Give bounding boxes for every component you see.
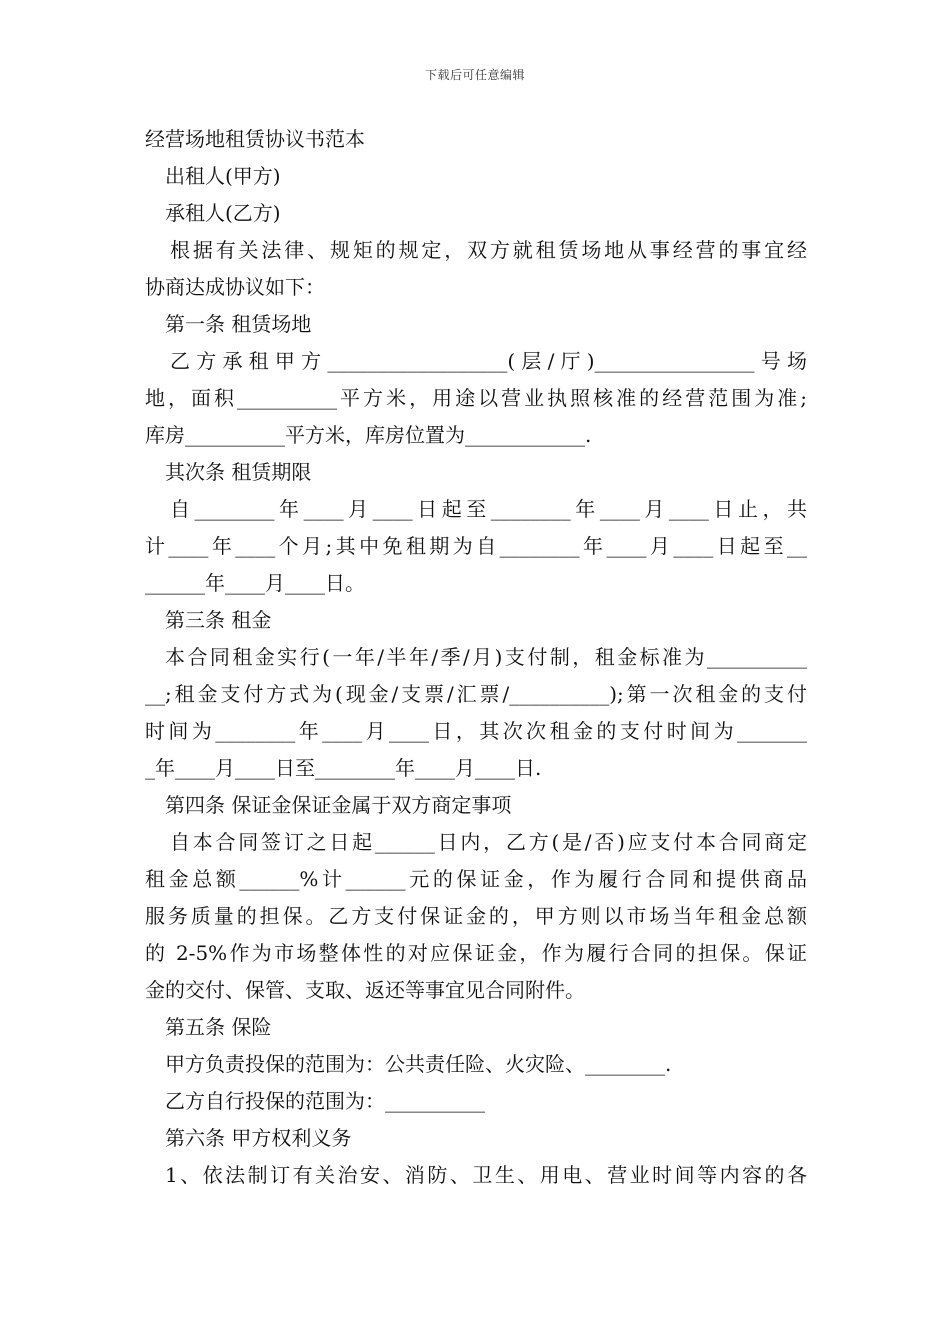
article-text-line: 自________年____月____日起至________年____月____日止，共	[170, 497, 807, 521]
article-text-line: 库房__________平方米，库房位置为____________.	[145, 423, 592, 447]
article-text-line: 甲方负责投保的范围为：公共责任险、火灾险、________.	[165, 1052, 672, 1076]
article-heading: 第一条 租赁场地	[165, 312, 312, 336]
article-heading: 第四条 保证金保证金属于双方商定事项	[165, 793, 512, 817]
article-heading: 第五条 保险	[165, 1015, 272, 1039]
article-text-line: 自本合同签订之日起______日内，乙方(是/否)应支付本合同商定	[170, 830, 807, 854]
article-text-line: 本合同租金实行(一年/半年/季/月)支付制，租金标准为__________	[165, 645, 807, 669]
article-text-line: 乙方承租甲方__________________(层/厅)________________号场	[170, 349, 807, 373]
article-text-line: ______年____月____日。	[145, 571, 365, 595]
article-text-line: 金的交付、保管、支取、返还等事宜见合同附件。	[145, 978, 585, 1002]
lessee-line: 承租人(乙方)	[165, 201, 281, 225]
document-body	[145, 121, 807, 1194]
article-text-line: 乙方自行投保的范围为：__________	[165, 1089, 485, 1113]
article-heading: 第六条 甲方权利义务	[165, 1126, 352, 1150]
article-text-line: 服务质量的担保。乙方支付保证金的，甲方则以市场当年租金总额	[145, 904, 807, 928]
lessor-line: 出租人(甲方)	[165, 164, 281, 188]
article-heading: 第三条 租金	[165, 608, 272, 632]
article-text-line: 租金总额______%计______元的保证金，作为履行合同和提供商品	[145, 867, 807, 891]
article-text-line: 时间为________年____月____日，其次次租金的支付时间为_______	[145, 719, 807, 743]
article-text-line: 计____年____个月;其中免租期为自________年____月____日起至__	[145, 534, 807, 558]
preamble-line: 协商达成协议如下：	[145, 275, 325, 299]
preamble-line: 根据有关法律、规矩的规定，双方就租赁场地从事经营的事宜经	[170, 238, 807, 262]
article-text-line: 1、依法制订有关治安、消防、卫生、用电、营业时间等内容的各	[165, 1163, 807, 1187]
article-text-line: _年____月____日至________年____月____日.	[145, 756, 542, 780]
page-header-note: 下载后可任意编辑	[424, 68, 525, 82]
article-heading: 其次条 租赁期限	[165, 460, 312, 484]
document-title: 经营场地租赁协议书范本	[145, 127, 365, 151]
article-text-line: 的 2-5%作为市场整体性的对应保证金，作为履行合同的担保。保证	[145, 941, 807, 965]
article-text-line: 地，面积__________平方米，用途以营业执照核准的经营范围为准;	[145, 386, 807, 410]
article-text-line: __;租金支付方式为(现金/支票/汇票/__________);第一次租金的支付	[145, 682, 807, 706]
